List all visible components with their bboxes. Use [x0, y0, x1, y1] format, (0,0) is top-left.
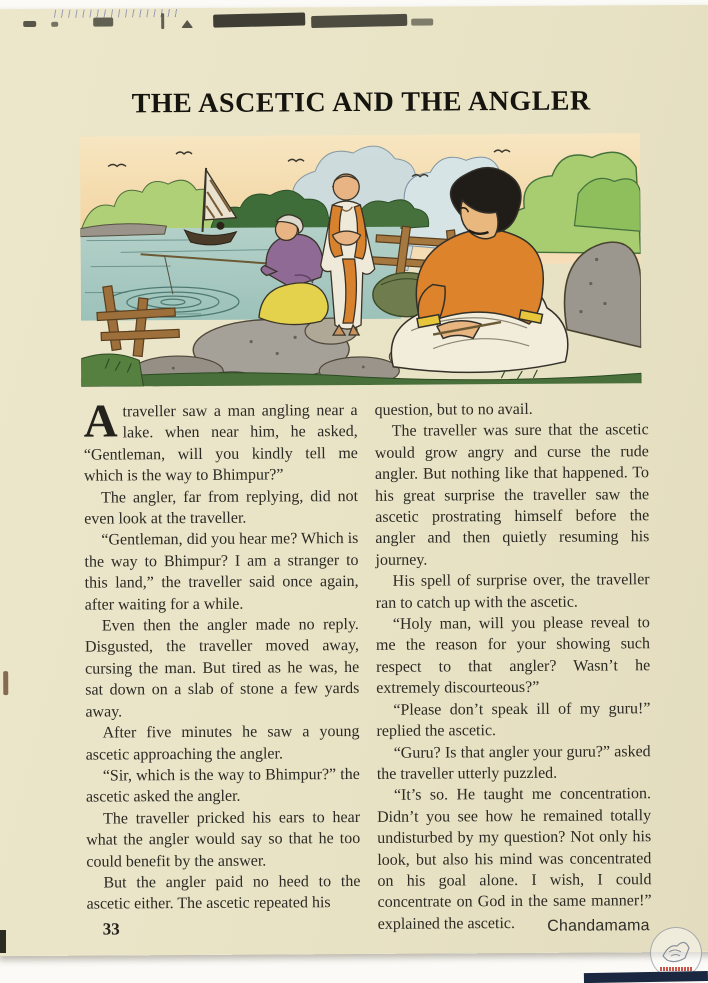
drop-cap: A: [84, 401, 123, 439]
scan-smudge: [51, 22, 58, 27]
scan-smudge: [213, 12, 305, 27]
scan-edge-notch: [3, 671, 8, 695]
scan-smudge: [311, 14, 407, 28]
scan-edge-mark: [0, 930, 6, 953]
left-column: [84, 400, 361, 937]
paragraph: After five minutes he saw a young ascetic approaching the angler.: [85, 721, 359, 765]
stamp-drawing: [659, 936, 693, 964]
paragraph: The traveller pricked his ears to hear what the angler would say so that he too could benefit by the answer.: [86, 807, 360, 873]
paragraph: Even then the angler made no reply. Disgusted, the traveller moved away, cursing the man. But tired as he was, he sat down on a slab of stone a few yards away.: [85, 614, 360, 723]
page-number: 33: [103, 919, 120, 939]
story-title: THE ASCETIC AND THE ANGLER: [54, 85, 669, 121]
scan-smudge: [181, 20, 193, 28]
scan-smudge: [93, 17, 113, 26]
next-page-edge: [584, 971, 708, 983]
scan-smudge: [161, 13, 164, 29]
paragraph: “Please don’t speak ill of my guru!” replied the ascetic.: [376, 698, 650, 742]
paragraph: [84, 400, 359, 487]
paragraph: “Gentleman, did you hear me? Which is the way to Bhimpur? I am a stranger to this land,” the traveller said once again, after waiting for a while.: [84, 528, 359, 615]
paragraph: The angler, far from replying, did not even look at the traveller.: [84, 486, 358, 530]
paragraph: The traveller was sure that the ascetic would grow angry and curse the rude angler. But nothing like that happened. To his great surprise the traveller saw the ascetic prostrating himself before the angler and then quietly resuming his journey.: [375, 420, 650, 572]
scan-smudge: [23, 21, 36, 27]
magazine-page: [0, 5, 708, 956]
paragraph: “Holy man, will you please reveal to me the reason for your showing such respect to that angler? Wasn’t he extremely discourteous?”: [376, 612, 651, 699]
paragraph: “Guru? Is that angler your guru?” asked the traveller utterly puzzled.: [377, 741, 651, 785]
paragraph: question, but to no avail.: [375, 398, 649, 421]
paragraph: His spell of surprise over, the traveller ran to catch up with the ascetic.: [376, 569, 650, 613]
paragraph: But the angler paid no heed to the ascetic either. The ascetic repeated his: [86, 871, 360, 915]
pen-scribble-artifact: [49, 9, 179, 18]
paragraph: “Sir, which is the way to Bhimpur?” the ascetic asked the angler.: [86, 764, 360, 808]
story-illustration: [80, 133, 642, 386]
magazine-name: Chandamama: [547, 917, 650, 936]
paragraph: “It’s so. He taught me concentration. Didn’t you see how he remained totally undisturbed by my question? Not only his look, but also his mind was concentrated on his goal alone. I wish, I could concentrate on God in the same manner!” explained the ascetic.: [377, 784, 652, 936]
paragraph-text: traveller saw a man angling near a lake. when near him, he asked, “Gentleman, will you kindly tell me which is the way to Bhimpur?”: [84, 402, 358, 485]
right-column: [375, 398, 652, 935]
scan-smudge: [411, 19, 433, 26]
story-text: [84, 398, 652, 937]
